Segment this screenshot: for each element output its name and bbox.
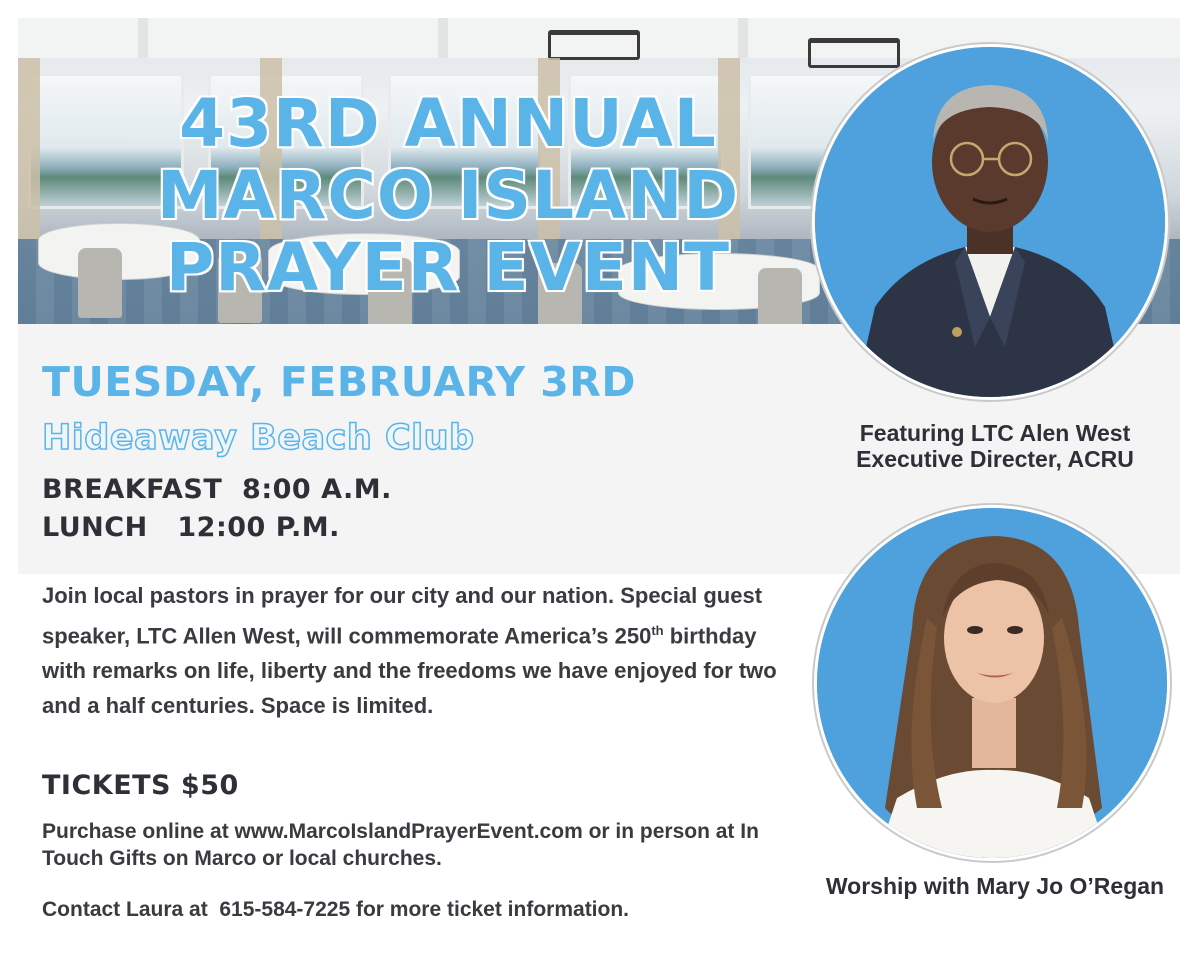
ceiling-beam — [138, 18, 148, 58]
title-line-3: PRAYER EVENT — [165, 229, 731, 306]
lunch-time: LUNCH 12:00 P.M. — [42, 512, 340, 543]
speaker-photo-icon — [817, 508, 1167, 858]
ceiling-beam — [438, 18, 448, 58]
description-superscript: th — [651, 623, 664, 638]
event-date: TUESDAY, FEBRUARY 3RD — [42, 358, 636, 406]
title-line-1: 43RD ANNUAL — [179, 85, 717, 162]
speaker-portrait-allen-west — [812, 44, 1168, 400]
event-description — [42, 578, 782, 723]
chandelier-icon — [808, 38, 900, 68]
tickets-heading: TICKETS $50 — [42, 770, 239, 801]
event-venue: Hideaway Beach Club — [42, 418, 475, 458]
ceiling-beam — [738, 18, 748, 58]
chandelier-icon — [548, 30, 640, 60]
event-title — [98, 85, 798, 306]
speaker-2-name: Worship with Mary Jo O’Regan — [825, 873, 1165, 899]
speaker-1-title: Executive Directer, ACRU — [856, 446, 1134, 472]
title-line-2: MARCO ISLAND — [156, 157, 740, 234]
contact-info: Contact Laura at 615-584-7225 for more ticket information. — [42, 898, 630, 921]
speaker-portrait-mary-jo-oregan — [814, 505, 1170, 861]
speaker-photo-icon — [815, 47, 1165, 397]
description-part-1: Join local pastors in prayer for our city and our nation. Special guest speaker, LTC Allen West, will commemorate America’s 250 — [42, 583, 763, 649]
speaker-caption-2 — [800, 873, 1190, 899]
curtain — [18, 58, 40, 248]
speaker-caption-1 — [820, 420, 1170, 472]
description-part-2: birthday with remarks on life, liberty and the freedoms we have enjoyed for two and a half centuries. Space is limited. — [42, 623, 777, 719]
speaker-1-name: Featuring LTC Alen West — [859, 420, 1131, 446]
breakfast-time: BREAKFAST 8:00 A.M. — [42, 474, 392, 505]
purchase-info: Purchase online at www.MarcoIslandPrayerEvent.com or in person at In Touch Gifts on Marco or local churches. — [42, 820, 759, 870]
